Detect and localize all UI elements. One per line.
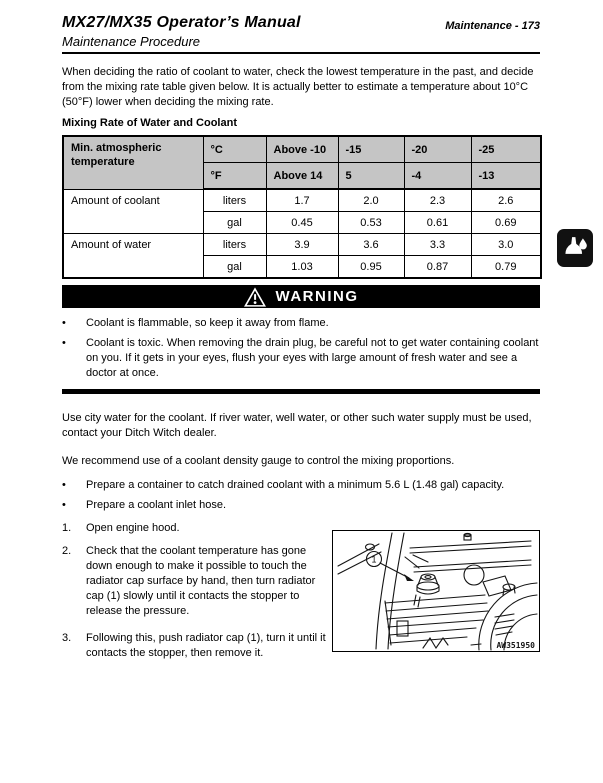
prep-bullet-list [62, 478, 540, 513]
bullet-glyph: • [62, 317, 66, 329]
temp-col-header: Above 14 [266, 163, 338, 190]
value-cell: 1.7 [266, 189, 338, 212]
maintenance-section-tab [557, 229, 593, 267]
unit-header-f: °F [203, 163, 266, 190]
warning-bullet [62, 336, 540, 381]
warning-bullet-list [62, 316, 540, 381]
step-number: 1. [62, 522, 72, 534]
value-cell: 3.9 [266, 234, 338, 256]
bullet-glyph: • [62, 337, 66, 349]
warning-banner [62, 285, 540, 308]
temp-col-header: -15 [338, 136, 404, 163]
value-cell: 2.3 [404, 189, 471, 212]
value-cell: 0.53 [338, 212, 404, 234]
page-number: Maintenance - 173 [445, 20, 540, 32]
temp-col-header: 5 [338, 163, 404, 190]
page-header [62, 14, 540, 54]
temp-col-header: -4 [404, 163, 471, 190]
value-cell: 0.45 [266, 212, 338, 234]
value-cell: 0.95 [338, 256, 404, 279]
value-cell: 0.69 [471, 212, 541, 234]
unit-cell: liters [203, 189, 266, 212]
section-divider [62, 389, 540, 394]
procedure-steps [62, 521, 540, 666]
unit-cell: gal [203, 212, 266, 234]
value-cell: 2.0 [338, 189, 404, 212]
value-cell: 0.87 [404, 256, 471, 279]
value-cell: 2.6 [471, 189, 541, 212]
unit-cell: gal [203, 256, 266, 279]
warning-bullet-text: Coolant is flammable, so keep it away from flame. [86, 317, 329, 329]
step-text: Check that the coolant temperature has gone down enough to make it possible to touch the radiator cap surface by hand, then turn radiator cap (1) slowly until it contacts the stopper to release the pressure. [86, 545, 316, 617]
unit-header-c: °C [203, 136, 266, 163]
engine-compartment-illustration [333, 531, 539, 651]
step-text: Open engine hood. [86, 522, 180, 534]
table-row [63, 234, 541, 256]
warning-triangle-icon [244, 287, 266, 307]
warning-bullet-text: Coolant is toxic. When removing the drain plug, be careful not to get water containing coolant on you. If it gets in your eyes, flush your eyes with large amount of fresh water and see a doctor at once. [86, 337, 539, 379]
value-cell: 0.61 [404, 212, 471, 234]
row-label: Amount of water [63, 234, 203, 279]
value-cell: 0.79 [471, 256, 541, 279]
table-row [63, 189, 541, 212]
list-item-text: Prepare a coolant inlet hose. [86, 499, 227, 511]
mixing-rate-table [62, 135, 542, 279]
city-water-paragraph: Use city water for the coolant. If river water, well water, or other such water supply must be used, contact your Ditch Witch dealer. [62, 412, 532, 439]
callout-label: 1 [371, 554, 377, 565]
section-subtitle: Maintenance Procedure [62, 34, 201, 49]
figure-box [332, 530, 540, 652]
temp-col-header: -25 [471, 136, 541, 163]
temp-col-header: -20 [404, 136, 471, 163]
value-cell: 3.6 [338, 234, 404, 256]
table-header-row-c [63, 136, 541, 163]
density-gauge-paragraph: We recommend use of a coolant density gauge to control the mixing proportions. [62, 455, 455, 467]
temp-col-header: -13 [471, 163, 541, 190]
step-number: 3. [62, 632, 72, 644]
row-label: Amount of coolant [63, 189, 203, 234]
list-item [62, 478, 540, 493]
list-item [62, 498, 540, 513]
value-cell: 3.3 [404, 234, 471, 256]
table-corner-cell: Min. atmospheric temperature [63, 136, 203, 189]
step-number: 2. [62, 545, 72, 557]
step-item [62, 631, 334, 661]
list-item-text: Prepare a container to catch drained coolant with a minimum 5.6 L (1.48 gal) capacity. [86, 479, 505, 491]
value-cell: 1.03 [266, 256, 338, 279]
intro-paragraph: When deciding the ratio of coolant to water, check the lowest temperature in the past, and decide from the mixing rate table given below. It is actually better to estimate a temperature about 10°C (50°F) lower when deciding the mixing rate. [62, 66, 534, 108]
warning-bullet [62, 316, 540, 331]
warning-title: WARNING [275, 288, 359, 305]
step-text: Following this, push radiator cap (1), turn it until it contacts the stopper, then remove it. [86, 632, 326, 659]
unit-cell: liters [203, 234, 266, 256]
step-item [62, 544, 334, 619]
bullet-glyph: • [62, 479, 66, 491]
bullet-glyph: • [62, 499, 66, 511]
page-title: MX27/MX35 Operator’s Manual [62, 14, 301, 31]
table-caption: Mixing Rate of Water and Coolant [62, 117, 237, 129]
figure-code: AW351950 [496, 641, 535, 650]
temp-col-header: Above -10 [266, 136, 338, 163]
value-cell: 3.0 [471, 234, 541, 256]
oil-can-droplet-icon [560, 233, 590, 263]
step-item [62, 521, 334, 536]
